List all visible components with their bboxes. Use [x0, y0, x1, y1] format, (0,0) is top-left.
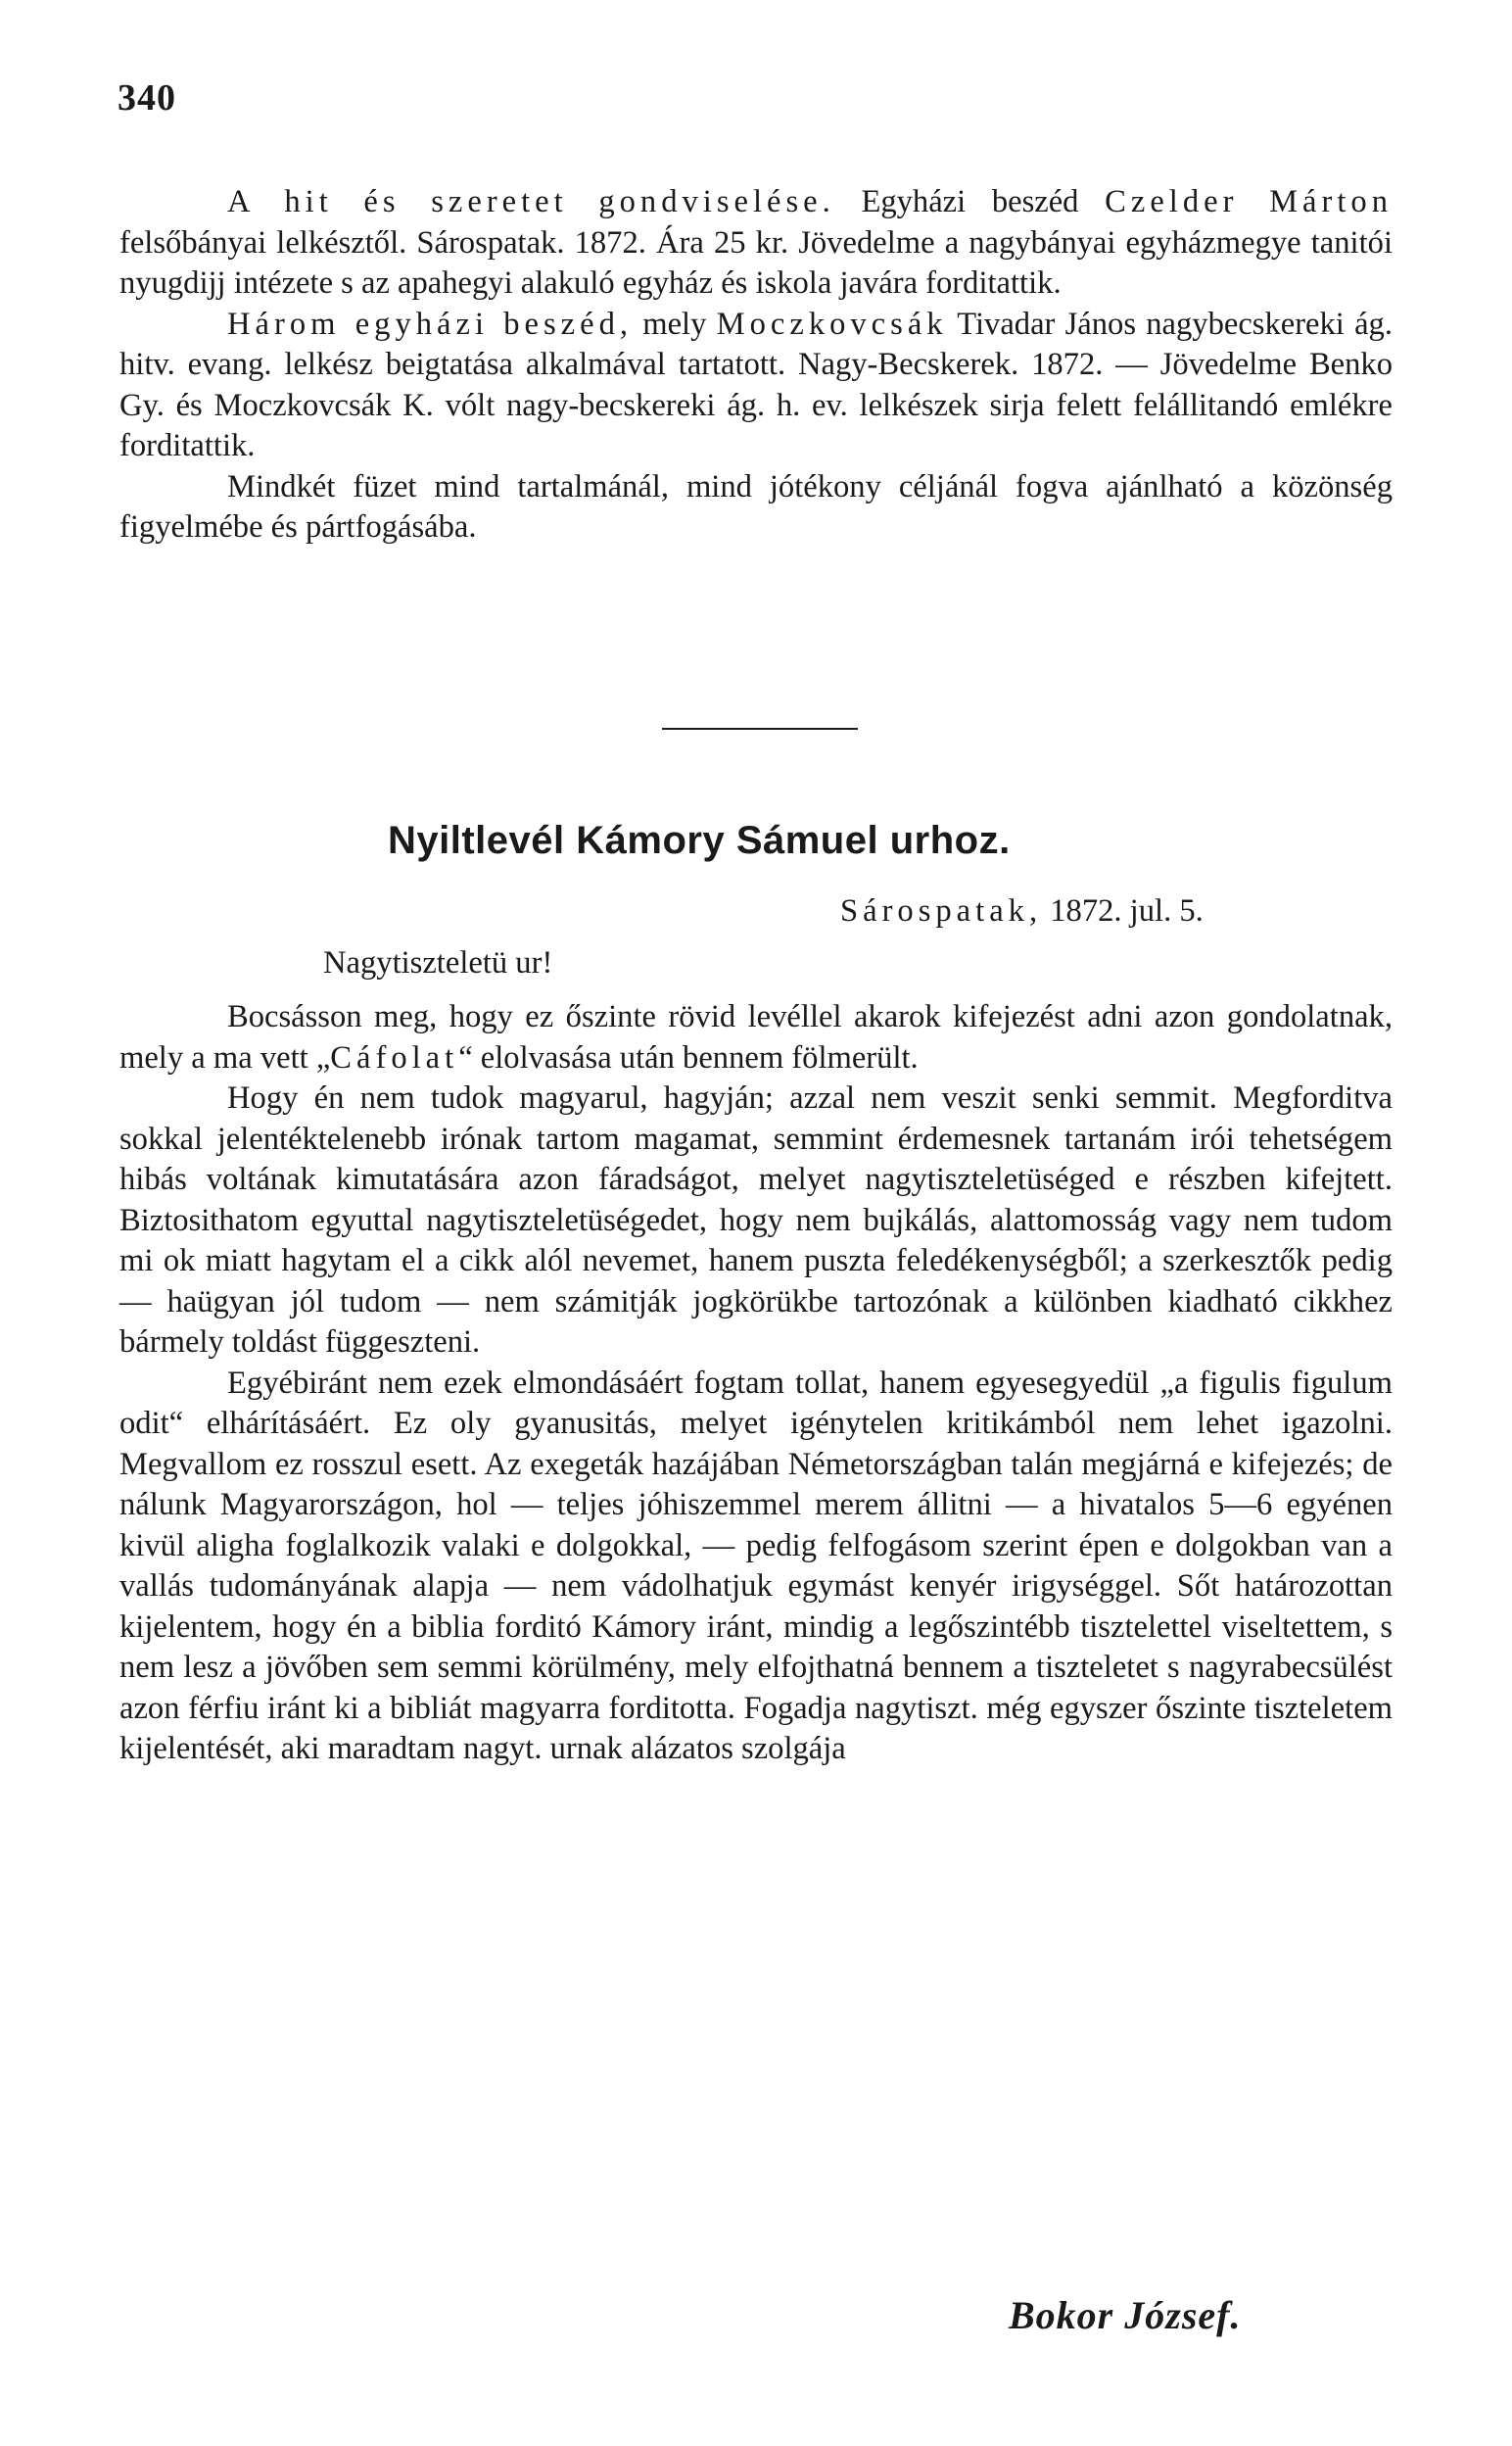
notice-paragraph-2: Három egyházi beszéd, mely Moczkovcsák Tivadar János nagybecskereki ág. hitv. evang. lelkész beigtatása alkalmával tartatott. Nagy-Becskerek. 1872. — Jövedelme Benko Gy. és Moczkovcsák K. vólt nagy-becskereki ág. h. ev. lelkészek sirja felett felállitandó emlékre forditattik.: [119, 306, 1393, 463]
page-number: 340: [118, 77, 176, 119]
letter-dateline: [840, 893, 1204, 930]
dateline-place: Sárospatak,: [840, 893, 1043, 929]
notice-title-1: A hit és szeretet gondviselése.: [227, 184, 835, 219]
letter-heading: Nyiltlevél Kámory Sámuel urhoz.: [388, 819, 1011, 862]
notice-author-1: Czelder Márton: [1105, 184, 1393, 219]
notice-paragraph-1: A hit és szeretet gondviselése. Egyházi beszéd Czelder Márton felsőbányai lelkésztől. Sárospatak. 1872. Ára 25 kr. Jövedelme a nagybányai egyházmegye tanitói nyugdijj intézete s az apahegyi alakuló egyház és iskola javára forditattik.: [119, 184, 1393, 301]
dateline-date: 1872. jul. 5.: [1042, 893, 1204, 929]
cafolat-title: Cáfolat: [330, 1039, 459, 1076]
notice-recommendation: Mindkét füzet mind tartalmánál, mind jótékony céljánál fogva ajánlható a közönség figyelmébe és pártfogásába.: [119, 468, 1393, 545]
letter-salutation: Nagytiszteletü ur!: [323, 945, 553, 981]
letter-signature: Bokor József.: [1009, 2293, 1242, 2337]
notice-title-2: Három egyházi beszéd,: [227, 306, 634, 342]
section-divider: [662, 728, 858, 730]
notice-author-2: Moczkovcsák: [716, 306, 948, 342]
book-notices: [119, 182, 1393, 549]
letter-paragraph-2: Hogy én nem tudok magyarul, hagyján; azzal nem veszit senki semmit. Megforditva sokkal jelentéktelenebb irónak tartom magamat, semmint érdemesnek tartanám irói tehetségem hibás voltának kimutatására azon fáradságot, melyet nagytiszteletüséged e részben kifejtett. Biztosithatom egyuttal nagytiszteletüségedet, hogy nem bujkálás, alattomosság vagy nem tudom mi ok miatt hagytam el a cikk alól nevemet, hanem puszta feledékenységből; a szerkesztők pedig — haügyan jól tudom — nem számitják jogkörükbe tartozónak a különben kiadható cikkhez bármely toldást függeszteni.: [119, 1080, 1393, 1360]
letter-body: [119, 997, 1393, 1770]
letter-paragraph-1: Bocsásson meg, hogy ez őszinte rövid levéllel akarok kifejezést adni azon gondolatnak, mely a ma vett „Cáfolat“ elolvasása után bennem fölmerült.: [119, 999, 1393, 1076]
letter-paragraph-3: Egyébiránt nem ezek elmondásáért fogtam tollat, hanem egyesegyedül „a figulis figulum odit“ elhárításáért. Ez oly gyanusitás, melyet igénytelen kritikámból nem lehet igazolni. Megvallom ez rosszul esett. Az exegeták hazájában Németországban talán megjárná e kifejezés; de nálunk Magyarországon, hol — teljes jóhiszemmel merem állitni — a hivatalos 5—6 egyénen kivül aligha foglalkozik valaki e dolgokkal, — pedig felfogásom szerint épen e dolgokban van a vallás tudományának alapja — nem vádolhatjuk egymást kenyér irigységgel. Sőt határozottan kijelentem, hogy én a biblia forditó Kámory iránt, mindig a legőszintébb tisztelettel viseltettem, s nem lesz a jövőben sem semmi körülmény, mely elfojthatná bennem a tiszteletet s nagyrabecsülést azon férfiu iránt ki a bibliát magyarra forditotta. Fogadja nagytiszt. még egyszer őszinte tiszteletem kijelentését, aki maradtam nagyt. urnak alázatos szolgája: [119, 1365, 1393, 1766]
